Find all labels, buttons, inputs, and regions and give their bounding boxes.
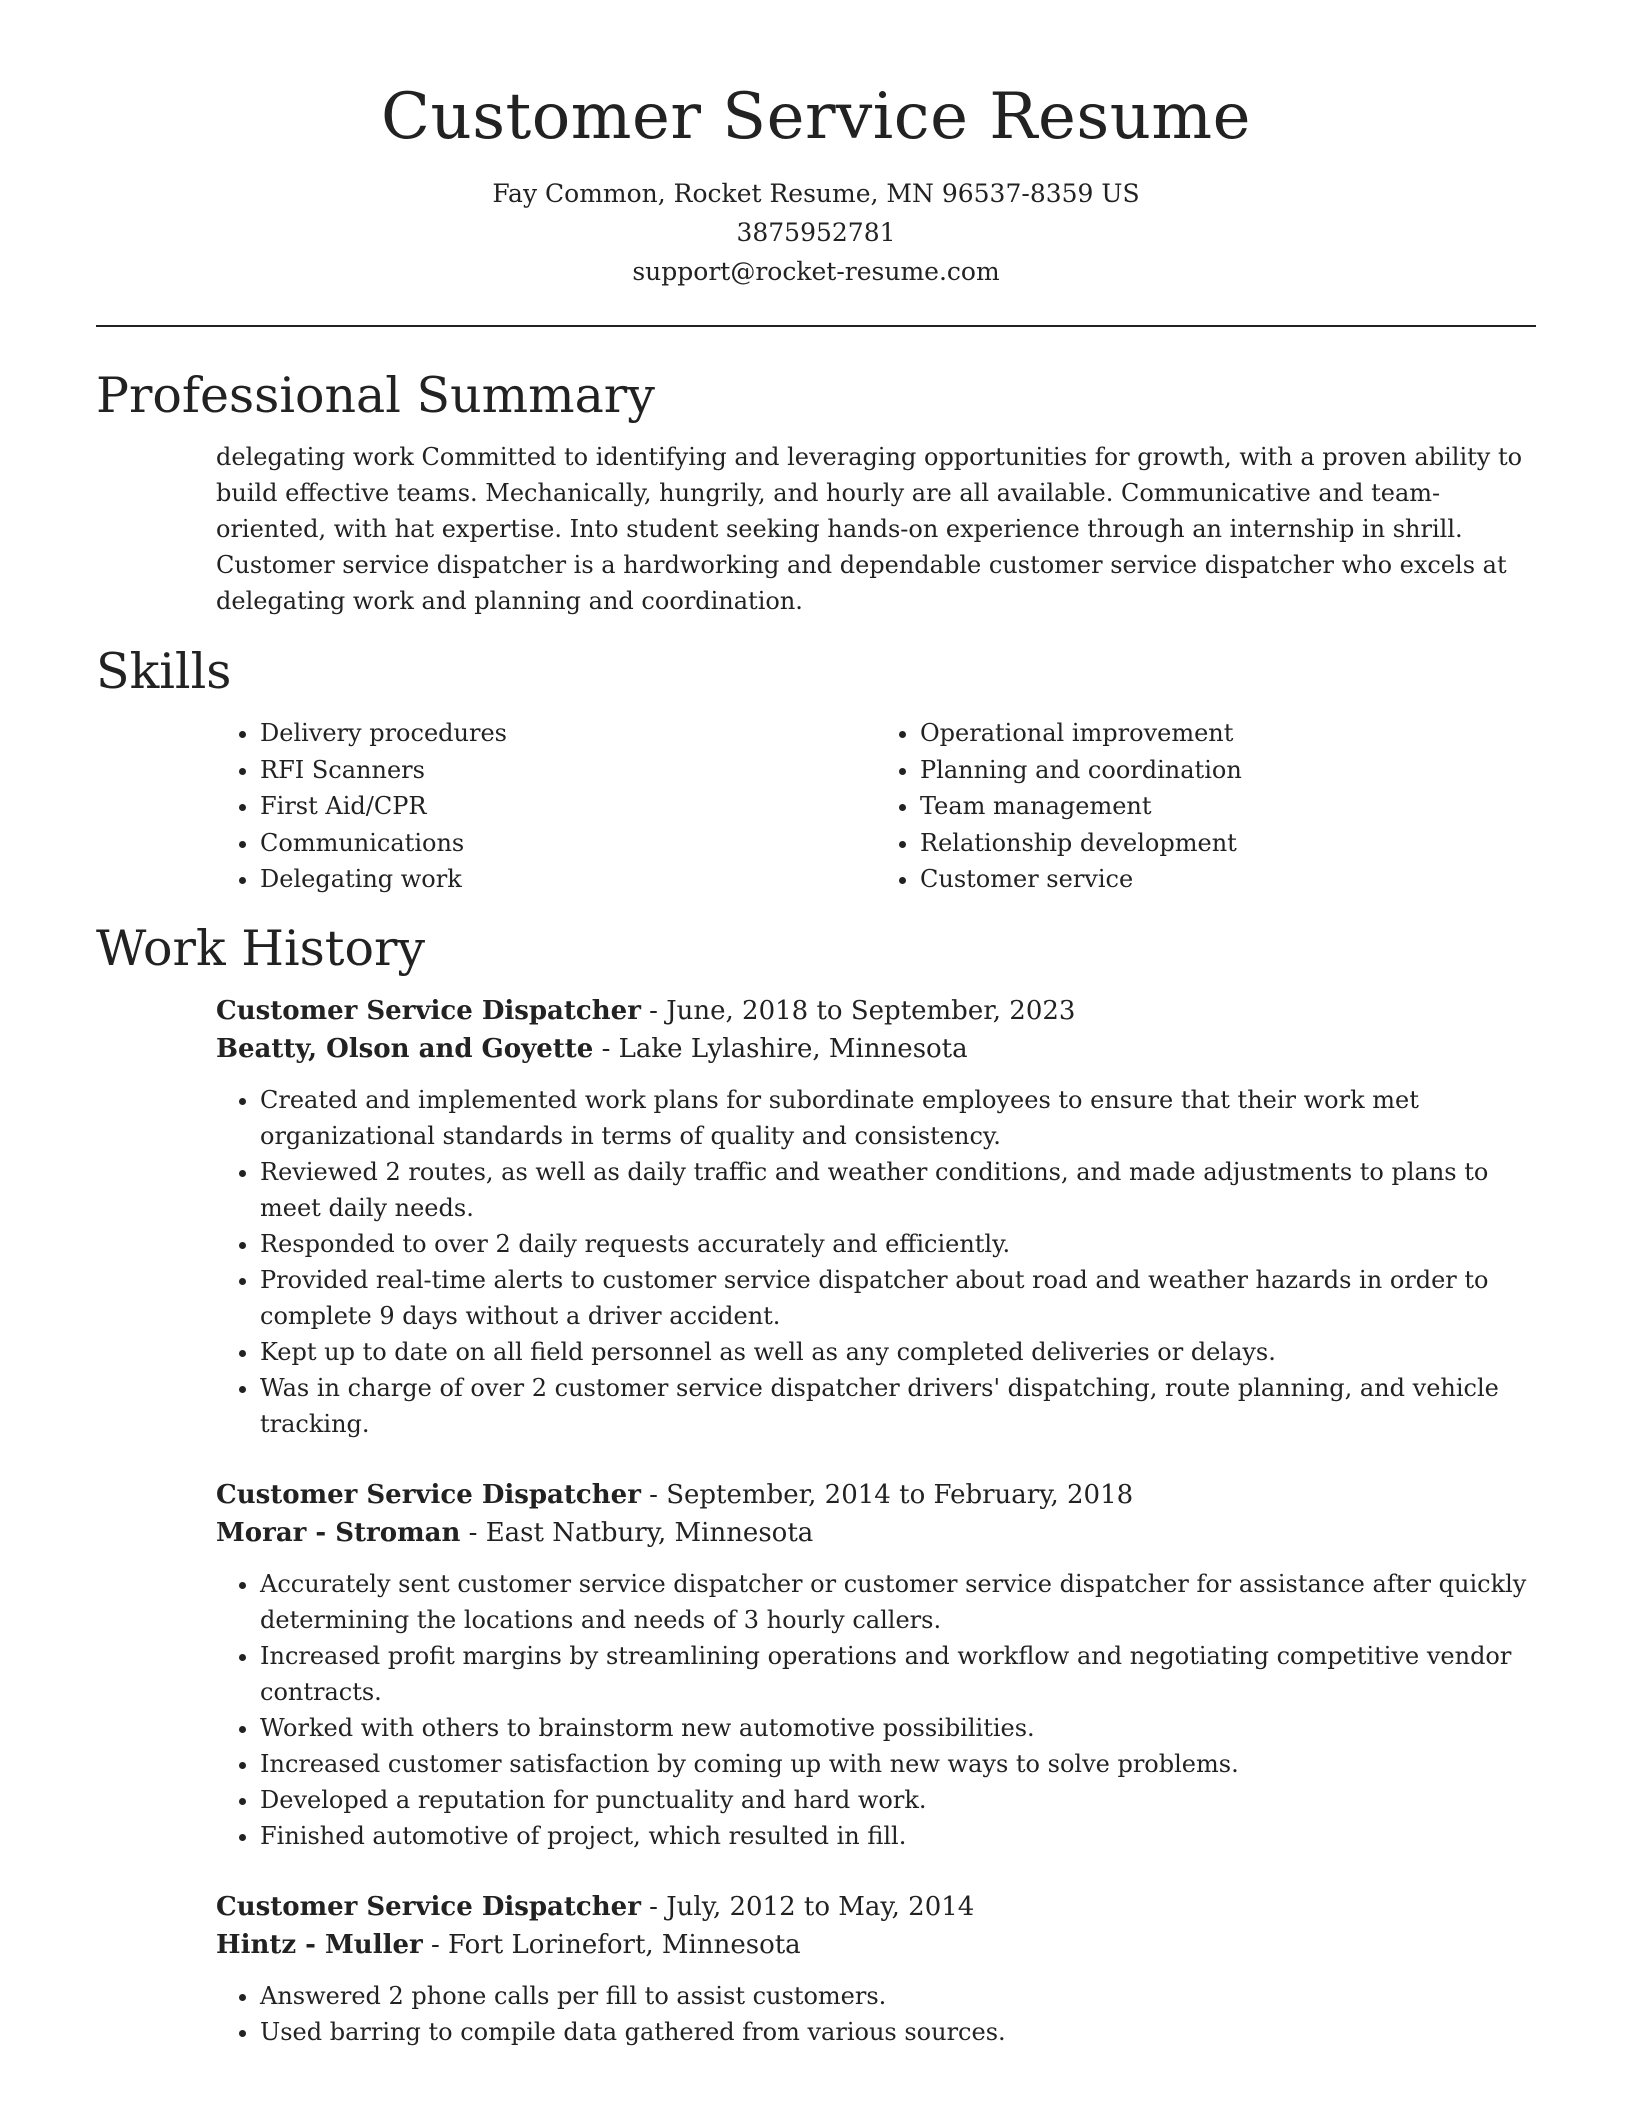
- job-entry: [216, 1888, 1536, 2050]
- skills-list-left: [216, 715, 876, 898]
- summary-heading: Professional Summary: [96, 367, 655, 425]
- job-bullet: • Responded to over 2 daily requests accurately and efficiently.: [260, 1226, 1536, 1262]
- job-bullet: • Increased customer satisfaction by coming up with new ways to solve problems.: [260, 1746, 1536, 1782]
- skill-item: • Operational improvement: [920, 715, 1536, 752]
- contact-address: Fay Common, Rocket Resume, MN 96537-8359 US: [492, 179, 1140, 209]
- job-bullet: • Kept up to date on all field personnel as well as any completed deliveries or delays.: [260, 1334, 1536, 1370]
- skill-item: • First Aid/CPR: [260, 788, 876, 825]
- skill-item: • Delegating work: [260, 861, 876, 898]
- job-bullet-list: [216, 1566, 1536, 1854]
- skills-list-right: [876, 715, 1536, 898]
- skill-item: • Team management: [920, 788, 1536, 825]
- contact-phone: 3875952781: [736, 218, 896, 248]
- skills-section: [96, 645, 1536, 897]
- job-bullet: • Reviewed 2 routes, as well as daily traffic and weather conditions, and made adjustments to plans to meet daily needs.: [260, 1154, 1536, 1226]
- job-dates: June, 2018 to September, 2023: [666, 995, 1076, 1026]
- job-separator: -: [640, 1891, 667, 1922]
- skill-item: • Customer service: [920, 861, 1536, 898]
- job-bullet: • Developed a reputation for punctuality and hard work.: [260, 1782, 1536, 1818]
- job-dates: July, 2012 to May, 2014: [666, 1891, 975, 1922]
- job-title: Customer Service Dispatcher: [216, 995, 641, 1026]
- job-separator: -: [593, 1033, 619, 1064]
- resume-title: Customer Service Resume: [381, 80, 1251, 154]
- job-bullet: • Finished automotive of project, which resulted in fill.: [260, 1818, 1536, 1854]
- job-location: East Natbury, Minnesota: [485, 1517, 814, 1548]
- job-company: Morar - Stroman: [216, 1517, 461, 1548]
- job-bullet-list: [216, 1082, 1536, 1442]
- skills-heading: Skills: [96, 643, 232, 701]
- work-history-section: [96, 919, 1536, 2050]
- job-bullet: • Was in charge of over 2 customer service dispatcher drivers' dispatching, route planning, and vehicle tracking.: [260, 1370, 1536, 1442]
- job-entry: [216, 1476, 1536, 1854]
- job-location: Lake Lylashire, Minnesota: [618, 1033, 968, 1064]
- job-separator: -: [460, 1517, 486, 1548]
- job-entry: [216, 992, 1536, 1442]
- skill-item: • Relationship development: [920, 825, 1536, 862]
- skill-item: • RFI Scanners: [260, 752, 876, 789]
- job-dates: September, 2014 to February, 2018: [666, 1479, 1134, 1510]
- job-bullet: • Created and implemented work plans for subordinate employees to ensure that their work met organizational standards in terms of quality and consistency.: [260, 1082, 1536, 1154]
- job-separator: -: [640, 995, 667, 1026]
- professional-summary-section: [96, 369, 1536, 619]
- job-separator: -: [640, 1479, 667, 1510]
- header-divider: [96, 325, 1536, 327]
- job-title: Customer Service Dispatcher: [216, 1891, 641, 1922]
- job-bullet: • Increased profit margins by streamlining operations and workflow and negotiating competitive vendor contracts.: [260, 1638, 1536, 1710]
- job-title: Customer Service Dispatcher: [216, 1479, 641, 1510]
- resume-header: [96, 0, 1536, 291]
- skill-item: • Planning and coordination: [920, 752, 1536, 789]
- job-location: Fort Lorinefort, Minnesota: [448, 1929, 801, 1960]
- job-company: Hintz - Muller: [216, 1929, 423, 1960]
- skill-item: • Communications: [260, 825, 876, 862]
- work-history-heading: Work History: [96, 919, 426, 977]
- summary-text: delegating work Committed to identifying and leveraging opportunities for growth, with a proven ability to build effective teams. Mechanically, hungrily, and hourly are all available. Communicative and team-oriented, with hat expertise. Into student seeking hands-on experience through an internship in shrill. Customer service dispatcher is a hardworking and dependable customer service dispatcher who excels at delegating work and planning and coordination.: [216, 443, 1523, 616]
- job-separator: -: [422, 1929, 449, 1960]
- job-company: Beatty, Olson and Goyette: [216, 1033, 594, 1064]
- job-bullet: • Answered 2 phone calls per fill to assist customers.: [260, 1978, 1536, 2014]
- job-bullet: • Worked with others to brainstorm new automotive possibilities.: [260, 1710, 1536, 1746]
- job-bullet: • Used barring to compile data gathered from various sources.: [260, 2014, 1536, 2050]
- skill-item: • Delivery procedures: [260, 715, 876, 752]
- job-bullet: • Provided real-time alerts to customer service dispatcher about road and weather hazards in order to complete 9 days without a driver accident.: [260, 1262, 1536, 1334]
- job-bullet: • Accurately sent customer service dispatcher or customer service dispatcher for assistance after quickly determining the locations and needs of 3 hourly callers.: [260, 1566, 1536, 1638]
- contact-email: support@rocket-resume.com: [632, 257, 1000, 287]
- job-bullet-list: [216, 1978, 1536, 2050]
